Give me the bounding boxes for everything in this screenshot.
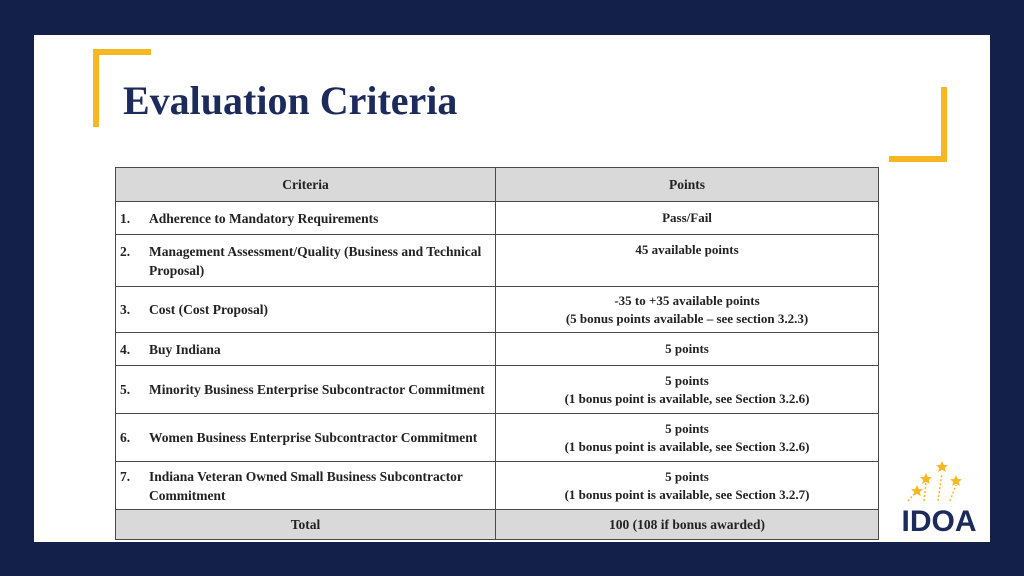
criteria-header: Criteria <box>116 168 496 202</box>
table-row <box>116 333 879 366</box>
row-number: 3. <box>120 302 131 317</box>
total-label: Total <box>116 510 496 540</box>
criteria-text: Women Business Enterprise Subcontractor Commitment <box>149 430 478 445</box>
row-number: 5. <box>120 382 131 397</box>
total-points: 100 (108 if bonus awarded) <box>496 510 879 540</box>
criteria-text: Adherence to Mandatory Requirements <box>149 210 379 226</box>
criteria-text: Management Assessment/Quality (Business and Technical Proposal) <box>149 243 482 278</box>
points-text: 5 points <box>665 420 709 436</box>
criteria-text: Cost (Cost Proposal) <box>149 302 268 317</box>
table-row <box>116 202 879 235</box>
points-text: 5 points <box>665 468 709 484</box>
table-header-row <box>116 168 879 202</box>
table-row <box>116 287 879 333</box>
row-number: 2. <box>120 243 131 259</box>
page-title: Evaluation Criteria <box>123 78 458 123</box>
table-row <box>116 462 879 510</box>
points-note: (1 bonus point is available, see Section 3.2.6) <box>564 390 810 406</box>
logo-text: IDOA <box>901 505 977 535</box>
points-text: 5 points <box>665 341 709 356</box>
star-icon <box>908 485 923 501</box>
row-number: 7. <box>120 468 131 484</box>
points-note: (1 bonus point is available, see Section 3.2.6) <box>564 438 810 454</box>
points-text: 5 points <box>665 372 709 388</box>
points-note: (5 bonus points available – see section 3.2.3) <box>565 310 809 326</box>
row-number: 1. <box>120 210 131 226</box>
criteria-text: Indiana Veteran Owned Small Business Subcontractor Commitment <box>149 468 463 503</box>
idoa-logo <box>894 455 984 535</box>
points-header: Points <box>496 168 879 202</box>
star-icon <box>936 461 948 501</box>
corner-bracket-bottom-right <box>889 87 947 162</box>
points-note: (1 bonus point is available, see Section 3.2.7) <box>564 486 810 502</box>
slide <box>34 35 990 542</box>
points-text: -35 to +35 available points <box>614 292 760 308</box>
row-number: 6. <box>120 430 131 445</box>
table-row <box>116 235 879 287</box>
points-text: Pass/Fail <box>662 210 712 225</box>
criteria-text: Minority Business Enterprise Subcontractor Commitment <box>149 382 485 397</box>
row-number: 4. <box>120 341 131 357</box>
table-row <box>116 414 879 462</box>
points-text: 45 available points <box>635 242 739 257</box>
star-icon <box>950 475 962 501</box>
star-icon <box>920 473 932 501</box>
evaluation-table <box>115 167 879 540</box>
total-row <box>116 510 879 540</box>
table-row <box>116 366 879 414</box>
criteria-text: Buy Indiana <box>149 341 221 357</box>
